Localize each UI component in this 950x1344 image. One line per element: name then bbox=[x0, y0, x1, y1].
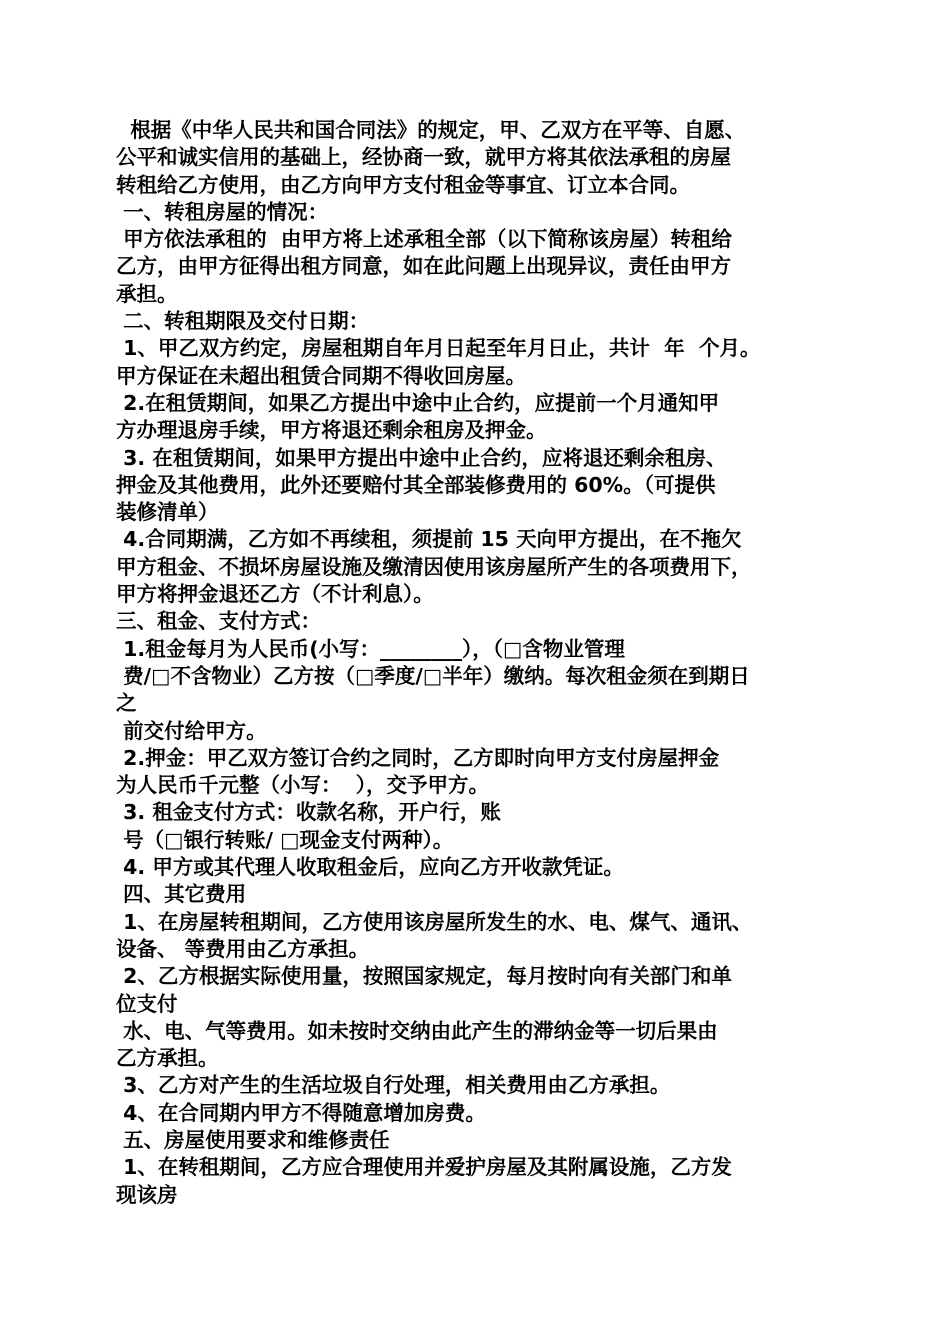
section-heading: 三、租金、支付方式： bbox=[116, 609, 321, 634]
text-line: 2.在租赁期间，如果乙方提出中途中止合约，应提前一个月通知甲 bbox=[116, 390, 720, 415]
text-line: 设备、 等费用由乙方承担。 bbox=[116, 936, 370, 961]
section-heading: 一、转租房屋的情况： bbox=[116, 199, 329, 224]
text-line: 转租给乙方使用，由乙方向甲方支付租金等事宜、订立本合同。 bbox=[116, 172, 690, 197]
text-line: 费/□不含物业）乙方按（□季度/□半年）缴纳。每次租金须在到期日 bbox=[116, 663, 750, 688]
text-line: 现该房 bbox=[116, 1182, 178, 1207]
text-line: 为人民币千元整（小写： ），交予甲方。 bbox=[116, 773, 490, 798]
text-line: 3、乙方对产生的生活垃圾自行处理，相关费用由乙方承担。 bbox=[116, 1073, 671, 1098]
section-heading: 五、房屋使用要求和维修责任 bbox=[116, 1127, 390, 1152]
text-line: 乙方承担。 bbox=[116, 1046, 219, 1071]
text-line: 4.合同期满，乙方如不再续租，须提前 15 天向甲方提出，在不拖欠 bbox=[116, 527, 742, 552]
text-line: 2、乙方根据实际使用量，按照国家规定，每月按时向有关部门和单 bbox=[116, 964, 732, 989]
text-line: 3. 在租赁期间，如果甲方提出中途中止合约，应将退还剩余租房、 bbox=[116, 445, 727, 470]
text-line: 乙方，由甲方征得出租方同意，如在此问题上出现异议，责任由甲方 bbox=[116, 254, 731, 279]
text-line: 甲方将押金退还乙方（不计利息）。 bbox=[116, 582, 434, 607]
text-line: 4. 甲方或其代理人收取租金后，应向乙方开收款凭证。 bbox=[116, 855, 624, 880]
text-line: 押金及其他费用，此外还要赔付其全部装修费用的 60%。（可提供 bbox=[116, 472, 716, 497]
text-line: 2.押金：甲乙双方签订合约之同时，乙方即时向甲方支付房屋押金 bbox=[116, 745, 720, 770]
text-line: 3. 租金支付方式：收款名称，开户行，账 bbox=[116, 800, 501, 825]
text-line: 1.租金每月为人民币(小写：________），（□含物业管理 bbox=[116, 636, 625, 661]
text-line: 根据《中华人民共和国合同法》的规定，甲、乙双方在平等、自愿、 bbox=[116, 118, 746, 142]
text-line: 1、甲乙双方约定，房屋租期自年月日起至年月日止，共计 年 个月。 bbox=[116, 336, 761, 361]
text-line: 位支付 bbox=[116, 991, 178, 1016]
text-line: 甲方租金、不损坏房屋设施及缴清因使用该房屋所产生的各项费用下， bbox=[116, 554, 752, 579]
text-line: 1、在转租期间，乙方应合理使用并爱护房屋及其附属设施，乙方发 bbox=[116, 1155, 732, 1180]
section-heading: 四、其它费用 bbox=[116, 882, 247, 907]
text-line: 前交付给甲方。 bbox=[116, 718, 267, 743]
section-heading: 二、转租期限及交付日期： bbox=[116, 309, 370, 334]
text-line: 水、电、气等费用。如未按时交纳由此产生的滞纳金等一切后果由 bbox=[116, 1018, 718, 1043]
text-line: 承担。 bbox=[116, 281, 178, 306]
text-line: 1、在房屋转租期间，乙方使用该房屋所发生的水、电、煤气、通讯、 bbox=[116, 909, 753, 934]
text-line: 公平和诚实信用的基础上，经协商一致，就甲方将其依法承租的房屋 bbox=[116, 145, 731, 170]
text-line: 之 bbox=[116, 691, 137, 716]
text-line: 甲方依法承租的 由甲方将上述承租全部（以下简称该房屋）转租给 bbox=[116, 227, 732, 252]
text-line: 甲方保证在未超出租赁合同期不得收回房屋。 bbox=[116, 363, 526, 388]
text-line: 4、在合同期内甲方不得随意增加房费。 bbox=[116, 1100, 486, 1125]
document-body bbox=[116, 117, 856, 1209]
text-line: 方办理退房手续，甲方将退还剩余租房及押金。 bbox=[116, 418, 547, 443]
text-line: 装修清单） bbox=[116, 500, 219, 525]
text-line: 号（□银行转账/ □现金支付两种）。 bbox=[116, 827, 454, 852]
